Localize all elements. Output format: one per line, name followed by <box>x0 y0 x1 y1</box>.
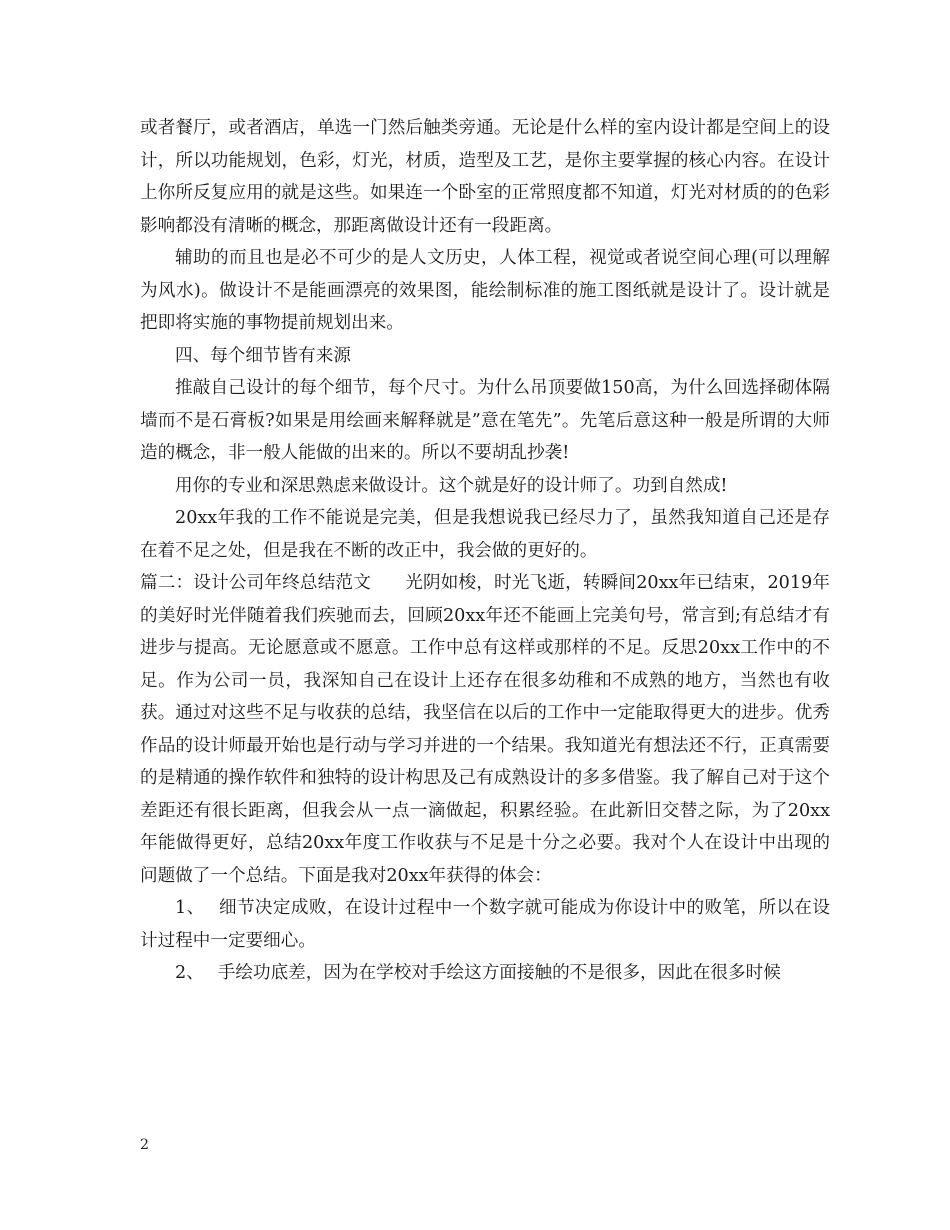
document-body <box>140 112 830 990</box>
page-number: 2 <box>140 1137 149 1153</box>
paragraph-design-details: 推敲自己设计的每个细节，每个尺寸。为什么吊顶要做150高，为什么回选择砌体隔墙而不是石膏板?如果是用绘画来解释就是”意在笔先”。先笔后意这种一般是所谓的大师造的概念，非一般人能做的出来的。所以不要胡乱抄袭! <box>140 378 830 463</box>
article-two-text: 光阴如梭，时光飞逝，转瞬间20xx年已结束，2019年的美好时光伴随着我们疾驰而去，回顾20xx年还不能画上完美句号，常言到;有总结才有进步与提高。无论愿意或不愿意。工作中总有这样或那样的不足。反思20xx工作中的不足。作为公司一员，我深知自己在设计上还存在很多幼稚和不成熟的地方，当然也有收获。通过对这些不足与收获的总结，我坚信在以后的工作中一定能取得更大的进步。优秀作品的设计师最开始也是行动与学习并进的一个结果。我知道光有想法还不行，正真需要的是精通的操作软件和独特的设计构思及己有成熟设计的多多借鉴。我了解自己对于这个差距还有很长距离，但我会从一点一滴做起，积累经验。在此新旧交替之际，为了20xx年能做得更好，总结20xx年度工作收获与不足是十分之必要。我对个人在设计中出现的问题做了一个总结。下面是我对20xx年获得的体会： <box>140 573 830 886</box>
numbered-item-1 <box>140 892 830 957</box>
section-heading-details: 四、每个细节皆有来源 <box>175 345 351 366</box>
paragraph-auxiliary-knowledge: 辅助的而且也是必不可少的是人文历史，人体工程，视觉或者说空间心理(可以理解为风水)。做设计不是能画漂亮的效果图，能绘制标准的施工图纸就是设计了。设计就是把即将实施的事物提前规划出来。 <box>140 248 830 333</box>
paragraph-interior-design-core: 或者餐厅，或者酒店，单选一门然后触类旁通。无论是什么样的室内设计都是空间上的设计，所以功能规划，色彩，灯光，材质，造型及工艺，是你主要掌握的核心内容。在设计上你所反复应用的就是这些。如果连一个卧室的正常照度都不知道，灯光对材质的的色彩影响都没有清晰的概念，那距离做设计还有一段距离。 <box>140 118 830 236</box>
article-two-paragraph <box>140 567 830 892</box>
numbered-item-2-label: 2、 <box>175 963 204 983</box>
article-two-heading: 篇二：设计公司年终总结范文 <box>140 573 372 593</box>
numbered-item-2 <box>140 957 830 990</box>
numbered-item-2-text: 手绘功底差，因为在学校对手绘这方面接触的不是很多，因此在很多时候 <box>217 963 781 983</box>
paragraph-year-summary: 20xx年我的工作不能说是完美，但是我想说我已经尽力了，虽然我知道自己还是存在着不足之处，但是我在不断的改正中，我会做的更好的。 <box>140 508 830 561</box>
numbered-item-1-label: 1、 <box>175 898 205 918</box>
numbered-item-1-text: 细节决定成败，在设计过程中一个数字就可能成为你设计中的败笔，所以在设计过程中一定要细心。 <box>140 898 830 951</box>
paragraph-professional-design: 用你的专业和深思熟虑来做设计。这个就是好的设计师了。功到自然成! <box>175 475 728 496</box>
